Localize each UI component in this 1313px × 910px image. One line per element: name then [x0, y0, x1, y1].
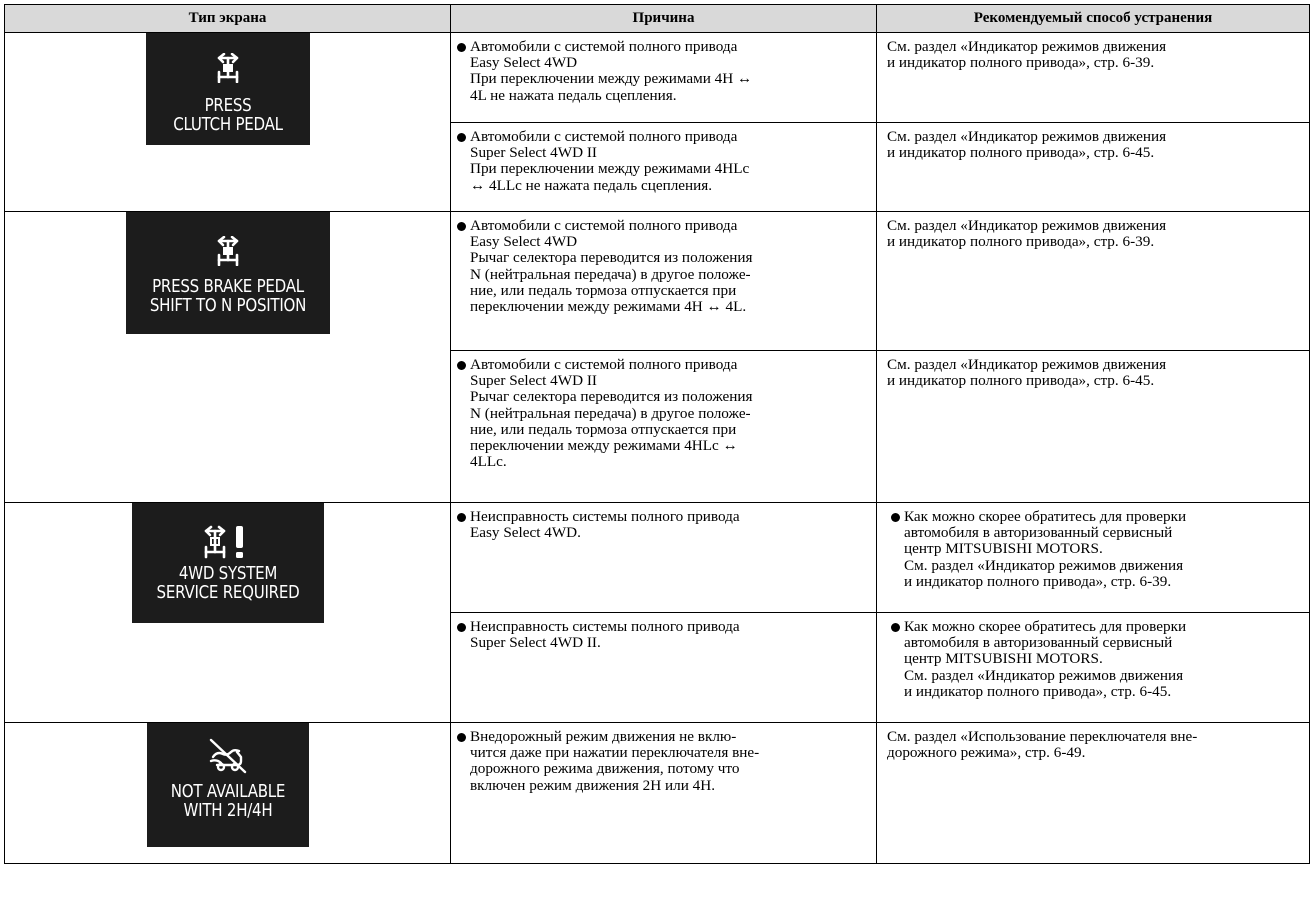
cause-cell	[451, 613, 877, 723]
screen-cell	[5, 723, 451, 864]
cause-line: Super Select 4WD II	[470, 372, 597, 390]
screen-cell	[5, 212, 451, 503]
bullet-icon	[457, 357, 467, 373]
cause-line: 4L не нажата педаль сцепления.	[470, 86, 677, 104]
remedy-line: центр MITSUBISHI MOTORS.	[904, 650, 1103, 668]
cause-cell	[451, 351, 877, 503]
display-line-1: PRESS BRAKE PEDAL	[151, 277, 304, 297]
display-line-1: NOT AVAILABLE	[170, 782, 285, 802]
bullet-icon	[457, 509, 467, 525]
remedy-cell	[877, 123, 1310, 212]
table-row	[5, 723, 1310, 864]
remedy-cell	[877, 212, 1310, 351]
cause-line: ние, или педаль тормоза отпускается при	[470, 281, 737, 299]
display-screen	[147, 723, 309, 847]
remedy-line: и индикатор полного привода», стр. 6-45.	[887, 144, 1155, 162]
cause-line: Super Select 4WD II	[470, 144, 597, 162]
bullet-icon	[457, 218, 467, 234]
4wd-drivetrain-icon	[213, 236, 243, 266]
remedy-line: Как можно скорее обратитесь для проверки	[904, 508, 1187, 525]
bullet-icon	[457, 129, 467, 145]
bullet-icon	[891, 509, 901, 525]
remedy-line: и индикатор полного привода», стр. 6-39.	[887, 54, 1155, 72]
remedy-line: См. раздел «Индикатор режимов движения	[904, 666, 1184, 684]
cause-cell	[451, 503, 877, 613]
remedy-line: См. раздел «Использование переключателя вне-	[887, 728, 1198, 745]
cause-line: Easy Select 4WD.	[470, 524, 581, 542]
remedy-cell	[877, 503, 1310, 613]
remedy-line: См. раздел «Индикатор режимов движения	[887, 217, 1167, 234]
bullet-icon	[891, 619, 901, 635]
cause-line: переключении между режимами 4H ↔ 4L.	[470, 298, 747, 316]
cause-line: Рычаг селектора переводится из положения	[470, 249, 753, 267]
header-cause: Причина	[451, 5, 877, 33]
remedy-line: Как можно скорее обратитесь для проверки	[904, 618, 1187, 635]
cause-line: Easy Select 4WD	[470, 54, 578, 72]
display-screen	[126, 212, 330, 334]
cause-line: Автомобили с системой полного привода	[470, 356, 738, 373]
table-header-row	[5, 5, 1310, 33]
remedy-cell	[877, 33, 1310, 123]
cause-line: N (нейтральная передача) в другое положе-	[470, 404, 751, 422]
table-row	[5, 503, 1310, 613]
cause-line: ↔ 4LLc не нажата педаль сцепления.	[470, 176, 713, 194]
remedy-line: См. раздел «Индикатор режимов движения	[887, 38, 1167, 55]
header-remedy: Рекомендуемый способ устранения	[877, 5, 1310, 33]
cause-line: Внедорожный режим движения не вклю-	[470, 728, 737, 745]
cause-line: Easy Select 4WD	[470, 233, 578, 251]
cause-line: Автомобили с системой полного привода	[470, 217, 738, 234]
bullet-icon	[457, 729, 467, 745]
cause-line: включен режим движения 2H или 4H.	[470, 776, 716, 794]
display-screen	[132, 503, 324, 623]
cause-line: Super Select 4WD II.	[470, 634, 601, 652]
remedy-line: автомобиля в авторизованный сервисный	[904, 634, 1173, 652]
display-screen	[146, 33, 310, 145]
table-row	[5, 212, 1310, 351]
cause-line: Неисправность системы полного привода	[470, 618, 740, 635]
remedy-line: и индикатор полного привода», стр. 6-45.	[887, 372, 1155, 390]
remedy-line: дорожного режима», стр. 6-49.	[887, 744, 1086, 762]
remedy-cell	[877, 351, 1310, 503]
cause-line: Автомобили с системой полного привода	[470, 38, 738, 55]
display-line-2: SERVICE REQUIRED	[156, 583, 299, 603]
4wd-warning-icon	[198, 525, 258, 559]
remedy-line: и индикатор полного привода», стр. 6-39.	[904, 572, 1172, 590]
display-line-1: 4WD SYSTEM	[178, 564, 277, 584]
remedy-line: и индикатор полного привода», стр. 6-39.	[887, 233, 1155, 251]
table-row	[5, 33, 1310, 123]
cause-line: N (нейтральная передача) в другое положе-	[470, 265, 751, 283]
offroad-mode-off-icon	[207, 737, 249, 775]
remedy-line: автомобиля в авторизованный сервисный	[904, 524, 1173, 542]
screen-cell	[5, 503, 451, 723]
cause-line: переключении между режимами 4HLc ↔	[470, 437, 738, 455]
cause-cell	[451, 123, 877, 212]
remedy-line: центр MITSUBISHI MOTORS.	[904, 540, 1103, 558]
troubleshooting-table	[4, 4, 1310, 864]
cause-line: При переключении между режимами 4H ↔	[470, 70, 753, 88]
display-line-2: SHIFT TO N POSITION	[149, 296, 306, 316]
bullet-icon	[457, 39, 467, 55]
remedy-line: См. раздел «Индикатор режимов движения	[904, 556, 1184, 574]
cause-line: При переключении между режимами 4HLc	[470, 160, 750, 178]
remedy-cell	[877, 613, 1310, 723]
cause-cell	[451, 33, 877, 123]
4wd-drivetrain-icon	[213, 53, 243, 83]
cause-line: Автомобили с системой полного привода	[470, 128, 738, 145]
remedy-cell	[877, 723, 1310, 864]
remedy-line: и индикатор полного привода», стр. 6-45.	[904, 682, 1172, 700]
cause-line: 4LLc.	[470, 453, 507, 471]
cause-line: Рычаг селектора переводится из положения	[470, 388, 753, 406]
remedy-line: См. раздел «Индикатор режимов движения	[887, 128, 1167, 145]
cause-cell	[451, 723, 877, 864]
cause-line: ние, или педаль тормоза отпускается при	[470, 420, 737, 438]
display-line-2: CLUTCH PEDAL	[172, 115, 283, 135]
cause-line: чится даже при нажатии переключателя вне-	[470, 744, 760, 762]
cause-cell	[451, 212, 877, 351]
screen-cell	[5, 33, 451, 212]
remedy-line: См. раздел «Индикатор режимов движения	[887, 356, 1167, 373]
display-line-2: WITH 2H/4H	[183, 801, 272, 821]
bullet-icon	[457, 619, 467, 635]
header-screen-type: Тип экрана	[5, 5, 451, 33]
cause-line: Неисправность системы полного привода	[470, 508, 740, 525]
cause-line: дорожного режима движения, потому что	[470, 760, 740, 778]
display-line-1: PRESS	[204, 96, 251, 116]
